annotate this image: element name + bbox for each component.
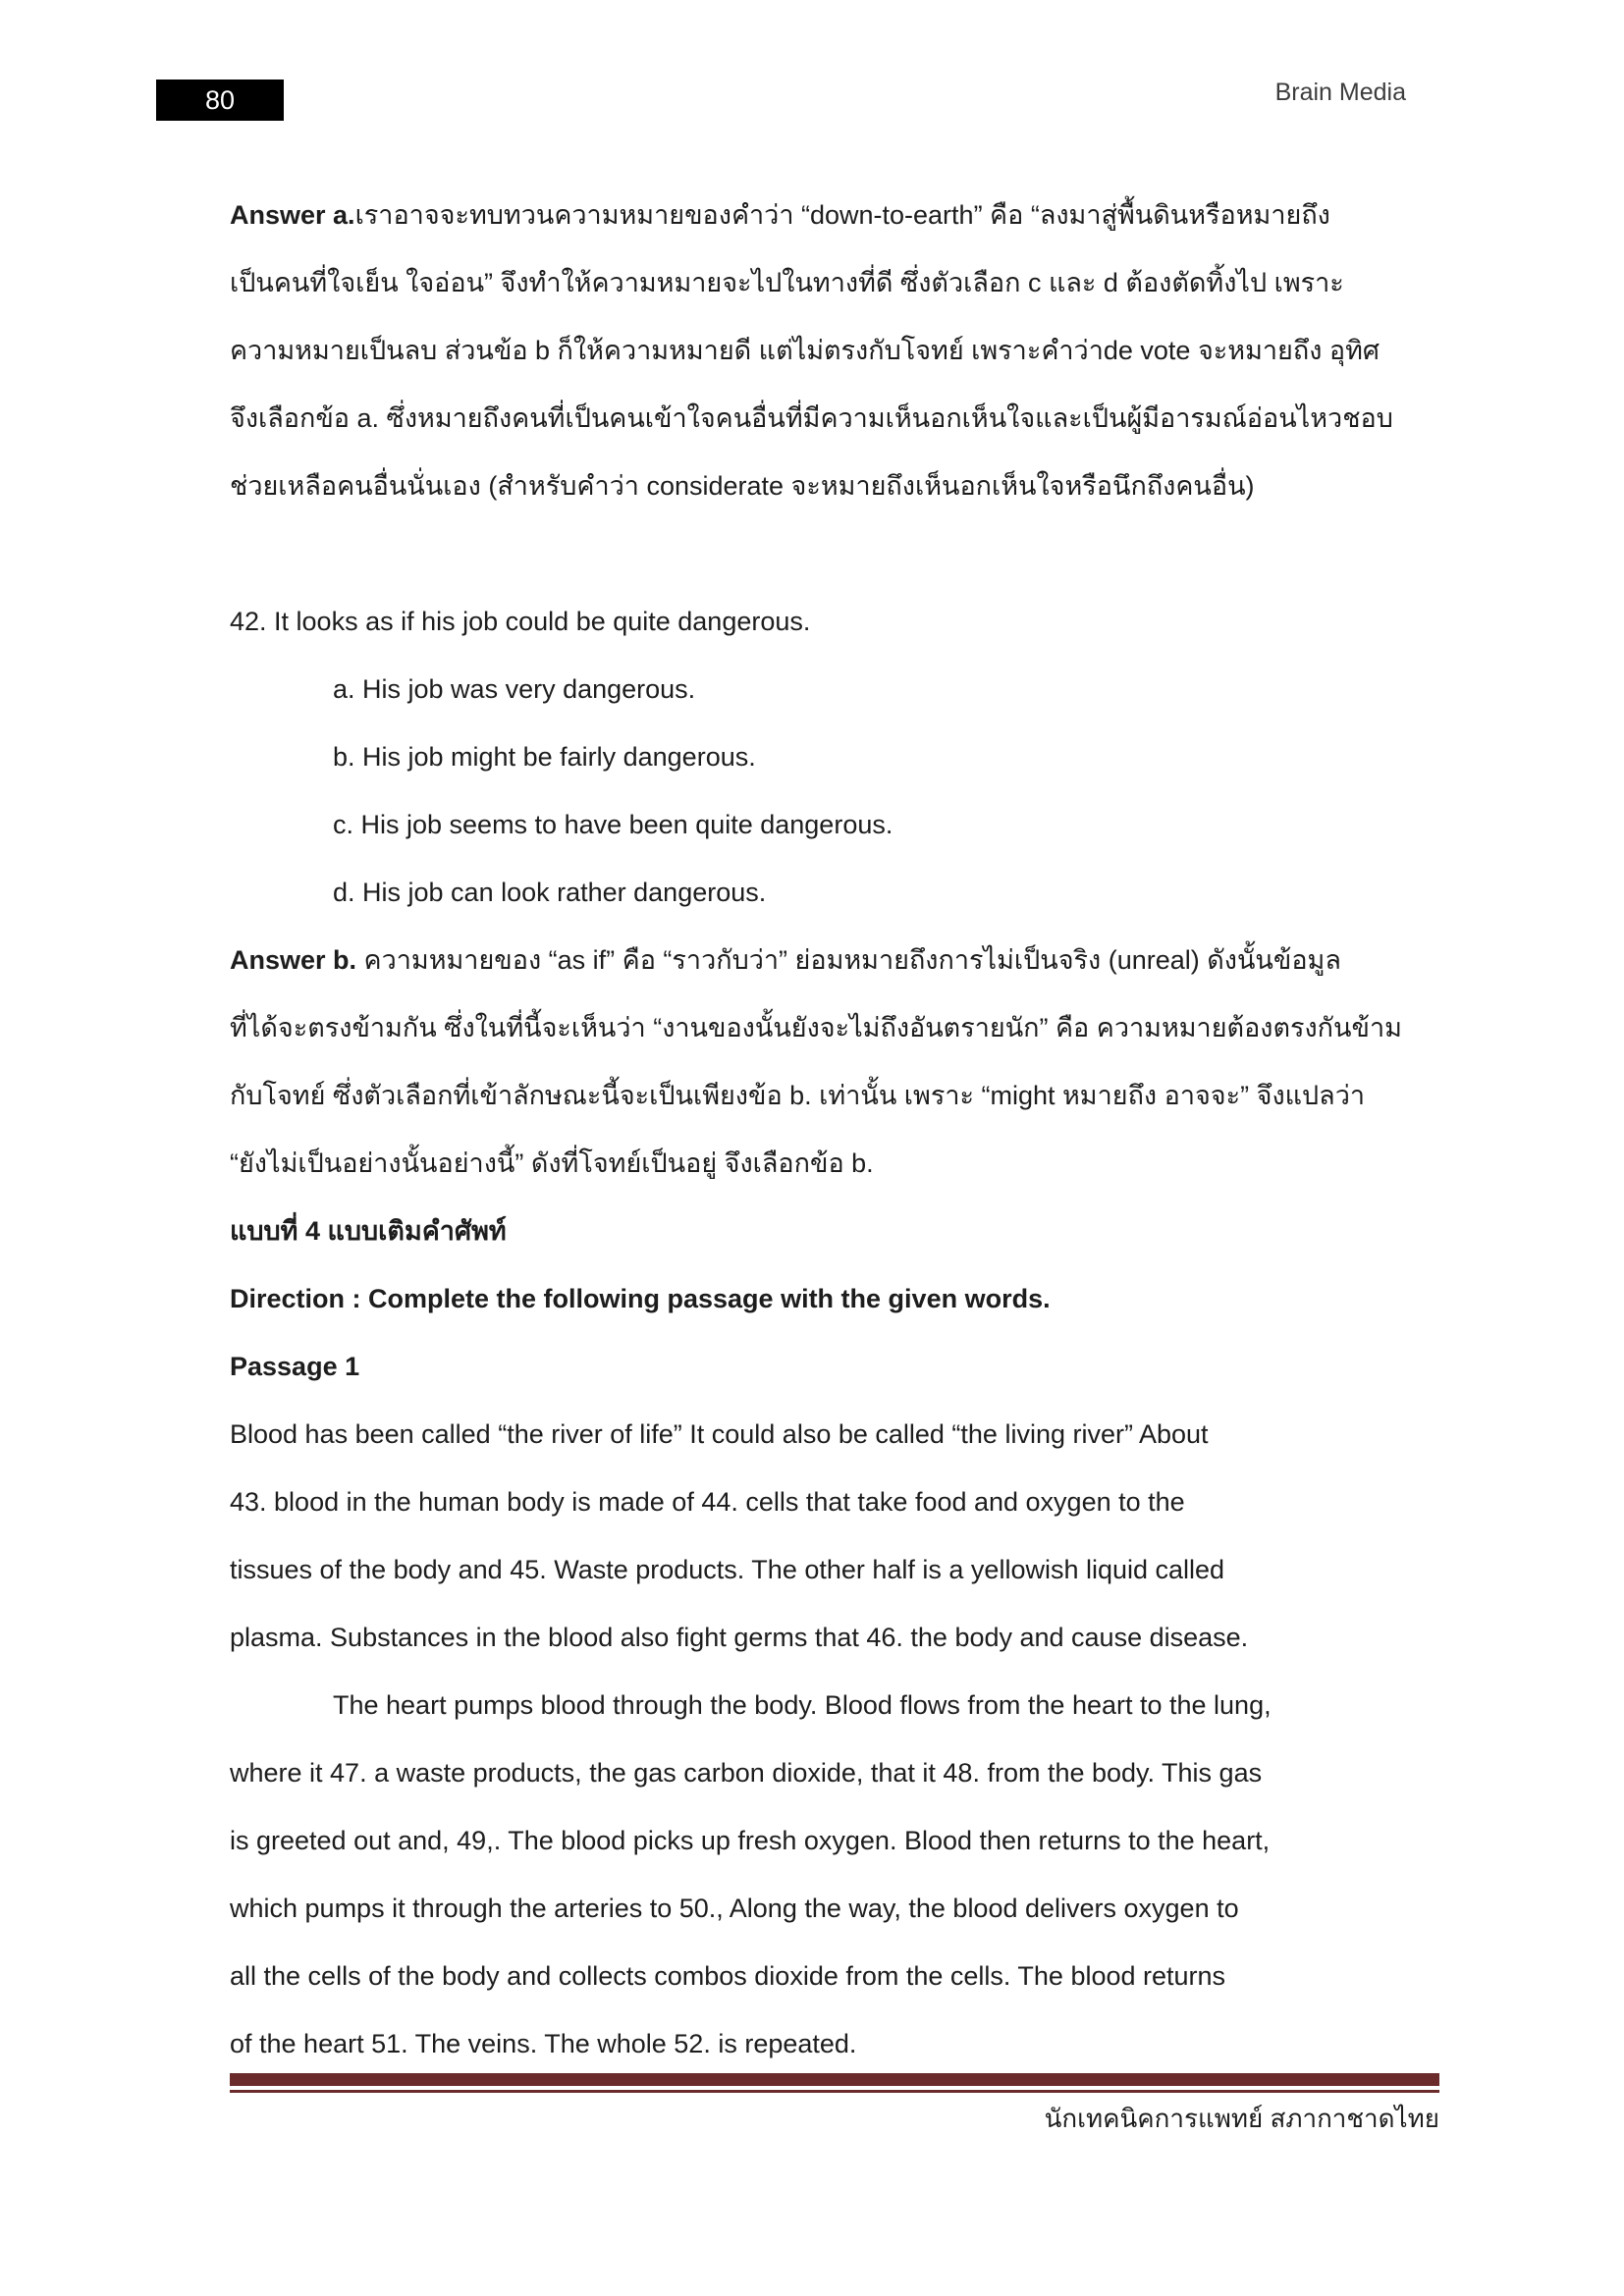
passage-line-2: 43. blood in the human body is made of 44. cells that take food and oxygen to the — [230, 1487, 1185, 1517]
passage-line-1: Blood has been called “the river of life” It could also be called “the living river” About — [230, 1419, 1209, 1449]
page-number: 80 — [204, 84, 236, 115]
answer-a-label: Answer a. — [230, 200, 355, 230]
document-body — [230, 182, 1408, 2078]
answer-b-line-1-text: ความหมายของ “as if” คือ “ราวกับว่า” ย่อมหมายถึงการไม่เป็นจริง (unreal) ดังนั้นข้อมูล — [356, 945, 1341, 975]
question-42-option-b: b. His job might be fairly dangerous. — [333, 742, 756, 772]
answer-b-line-1 — [230, 927, 1408, 994]
question-42-option-a: a. His job was very dangerous. — [333, 674, 696, 704]
page-number-badge — [156, 80, 284, 121]
question-42-stem: 42. It looks as if his job could be quite dangerous. — [230, 607, 811, 636]
blank-line — [230, 520, 1408, 588]
passage-line-9: all the cells of the body and collects combos dioxide from the cells. The blood returns — [230, 1961, 1226, 1991]
passage-line-5: The heart pumps blood through the body. Blood flows from the heart to the lung, — [333, 1690, 1272, 1720]
passage-line-6: where it 47. a waste products, the gas carbon dioxide, that it 48. from the body. This gas — [230, 1758, 1263, 1788]
answer-a-line-2: เป็นคนที่ใจเย็น ใจอ่อน” จึงทำให้ความหมายจะไปในทางที่ดี ซึ่งตัวเลือก c และ d ต้องตัดทิ้งไป เพราะ — [230, 268, 1344, 297]
answer-b-label: Answer b. — [230, 945, 357, 975]
footer-rule — [230, 2073, 1439, 2093]
answer-a-line-1 — [230, 182, 1408, 249]
brand-label: Brain Media — [1274, 79, 1406, 106]
answer-a-line-5: ช่วยเหลือคนอื่นนั่นเอง (สำหรับคำว่า considerate จะหมายถึงเห็นอกเห็นใจหรือนึกถึงคนอื่น) — [230, 471, 1255, 501]
section-4-heading: แบบที่ 4 แบบเติมคำศัพท์ — [230, 1216, 507, 1246]
footer-rule-thick-bar — [230, 2073, 1439, 2086]
footer-credit: นักเทคนิคการแพทย์ สภากาชาดไทย — [1044, 2104, 1439, 2133]
passage-1-label: Passage 1 — [230, 1352, 360, 1381]
passage-line-4: plasma. Substances in the blood also fight germs that 46. the body and cause disease. — [230, 1623, 1249, 1652]
section-4-direction: Direction : Complete the following passage with the given words. — [230, 1284, 1051, 1313]
footer-rule-thin-bar — [230, 2090, 1439, 2093]
passage-line-10: of the heart 51. The veins. The whole 52. is repeated. — [230, 2029, 857, 2058]
question-42-option-c: c. His job seems to have been quite dangerous. — [333, 810, 893, 839]
answer-a-line-1-text: เราอาจจะทบทวนความหมายของคำว่า “down-to-earth” คือ “ลงมาสู่พื้นดินหรือหมายถึง — [354, 200, 1330, 230]
passage-line-3: tissues of the body and 45. Waste products. The other half is a yellowish liquid called — [230, 1555, 1225, 1584]
answer-b-line-2: ที่ได้จะตรงข้ามกัน ซึ่งในที่นี้จะเห็นว่า “งานของนั้นยังจะไม่ถึงอันตรายนัก” คือ ความหมายต้องตรงกันข้าม — [230, 1013, 1402, 1042]
passage-line-7: is greeted out and, 49,. The blood picks up fresh oxygen. Blood then returns to the heart, — [230, 1826, 1271, 1855]
question-42-option-d: d. His job can look rather dangerous. — [333, 878, 767, 907]
answer-a-line-4: จึงเลือกข้อ a. ซึ่งหมายถึงคนที่เป็นคนเข้าใจคนอื่นที่มีความเห็นอกเห็นใจและเป็นผู้มีอารมณ์อ่อนไหวชอบ — [230, 403, 1393, 433]
passage-line-8: which pumps it through the arteries to 50., Along the way, the blood delivers oxygen to — [230, 1894, 1239, 1923]
answer-b-line-4: “ยังไม่เป็นอย่างนั้นอย่างนี้” ดังที่โจทย์เป็นอยู่ จึงเลือกข้อ b. — [230, 1148, 874, 1178]
answer-a-line-3: ความหมายเป็นลบ ส่วนข้อ b ก็ให้ความหมายดี แต่ไม่ตรงกับโจทย์ เพราะคำว่าde vote จะหมายถึง อุทิศ — [230, 336, 1380, 365]
answer-b-line-3: กับโจทย์ ซึ่งตัวเลือกที่เข้าลักษณะนี้จะเป็นเพียงข้อ b. เท่านั้น เพราะ “might หมายถึง อาจจะ” จึงแปลว่า — [230, 1081, 1366, 1110]
